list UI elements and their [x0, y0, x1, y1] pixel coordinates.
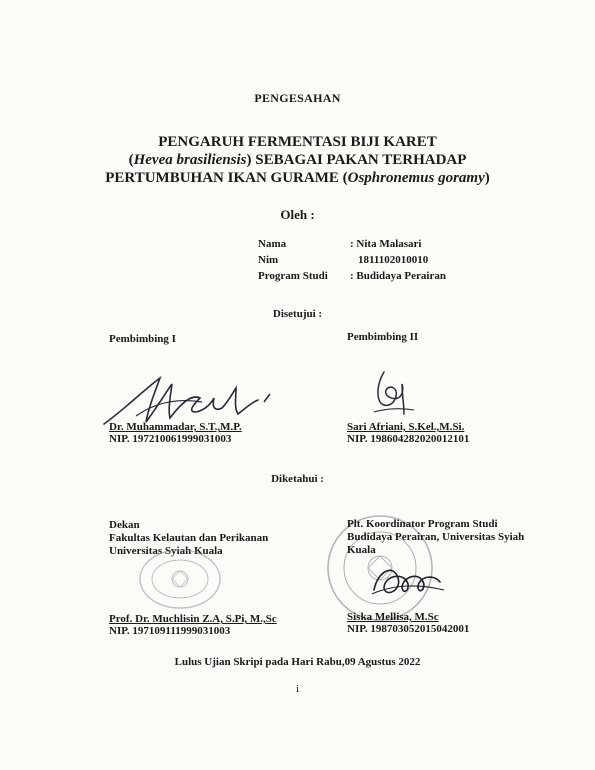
advisor-2-nip: NIP. 198604282020012101 — [347, 433, 470, 445]
author-program-row — [258, 268, 446, 284]
coordinator-title: Plt. Koordinator Program Studi — [347, 518, 498, 530]
advisor-1-name: Dr. Muhammadar, S.T.,M.P. — [109, 421, 242, 433]
advisor-1-signature — [96, 372, 276, 428]
title-species-osphronemus: Osphronemus goramy — [347, 170, 485, 186]
dean-title: Dekan — [109, 519, 140, 531]
advisor-1-nip: NIP. 197210061999031003 — [109, 433, 232, 445]
author-name-row — [258, 236, 446, 252]
faculty-stamp — [138, 548, 222, 610]
author-nim-value: 1811102010010 — [358, 254, 429, 266]
acknowledged-label: Diketahui : — [271, 473, 324, 485]
exam-pass-statement: Lulus Ujian Skripi pada Hari Rabu,09 Agustus 2022 — [174, 656, 421, 668]
advisor-2-name: Sari Afriani, S.Kel.,M.Si. — [347, 421, 465, 433]
author-identity — [258, 236, 446, 284]
author-nim-row — [258, 252, 446, 268]
author-program-label: Program Studi — [258, 270, 328, 282]
title-line-2: (Hevea brasiliensis) SEBAGAI PAKAN TERHADAP — [128, 152, 467, 168]
coordinator-program: Budidaya Perairan, Universitas Syiah — [347, 531, 525, 543]
title-line-2-rest: SEBAGAI PAKAN TERHADAP — [251, 152, 467, 168]
approved-label: Disetujui : — [272, 308, 323, 320]
title-line-3: PERTUMBUHAN IKAN GURAME (Osphronemus goramy) — [105, 170, 490, 186]
dean-faculty: Fakultas Kelautan dan Perikanan — [109, 532, 269, 544]
title-line-1: PENGARUH FERMENTASI BIJI KARET — [158, 134, 437, 150]
title-line-3-text: PERTUMBUHAN IKAN GURAME ( — [105, 170, 348, 186]
coordinator-name: Siska Mellisa, M.Sc — [347, 611, 439, 623]
dean-nip: NIP. 197109111999031003 — [109, 625, 231, 637]
coordinator-university: Kuala — [347, 544, 376, 556]
coordinator-signature — [368, 560, 446, 602]
page-heading: PENGESAHAN — [254, 91, 341, 105]
author-name-value: : Nita Malasari — [350, 238, 422, 250]
dean-name: Prof. Dr. Muchlisin Z.A, S.Pi, M.,Sc — [109, 613, 277, 625]
author-nim-label: Nim — [258, 254, 279, 266]
page-number: i — [295, 683, 300, 695]
advisor-2-role: Pembimbing II — [347, 331, 419, 343]
title-species-hevea: Hevea brasiliensis — [133, 152, 247, 168]
author-name-label: Nama — [258, 238, 287, 250]
advisor-1-role: Pembimbing I — [109, 333, 176, 345]
coordinator-nip: NIP. 198703052015042001 — [347, 623, 470, 635]
advisor-2-signature — [368, 368, 418, 418]
author-program-value: : Budidaya Perairan — [350, 270, 446, 282]
dean-university: Universitas Syiah Kuala — [109, 545, 223, 557]
by-label: Oleh : — [280, 207, 315, 222]
